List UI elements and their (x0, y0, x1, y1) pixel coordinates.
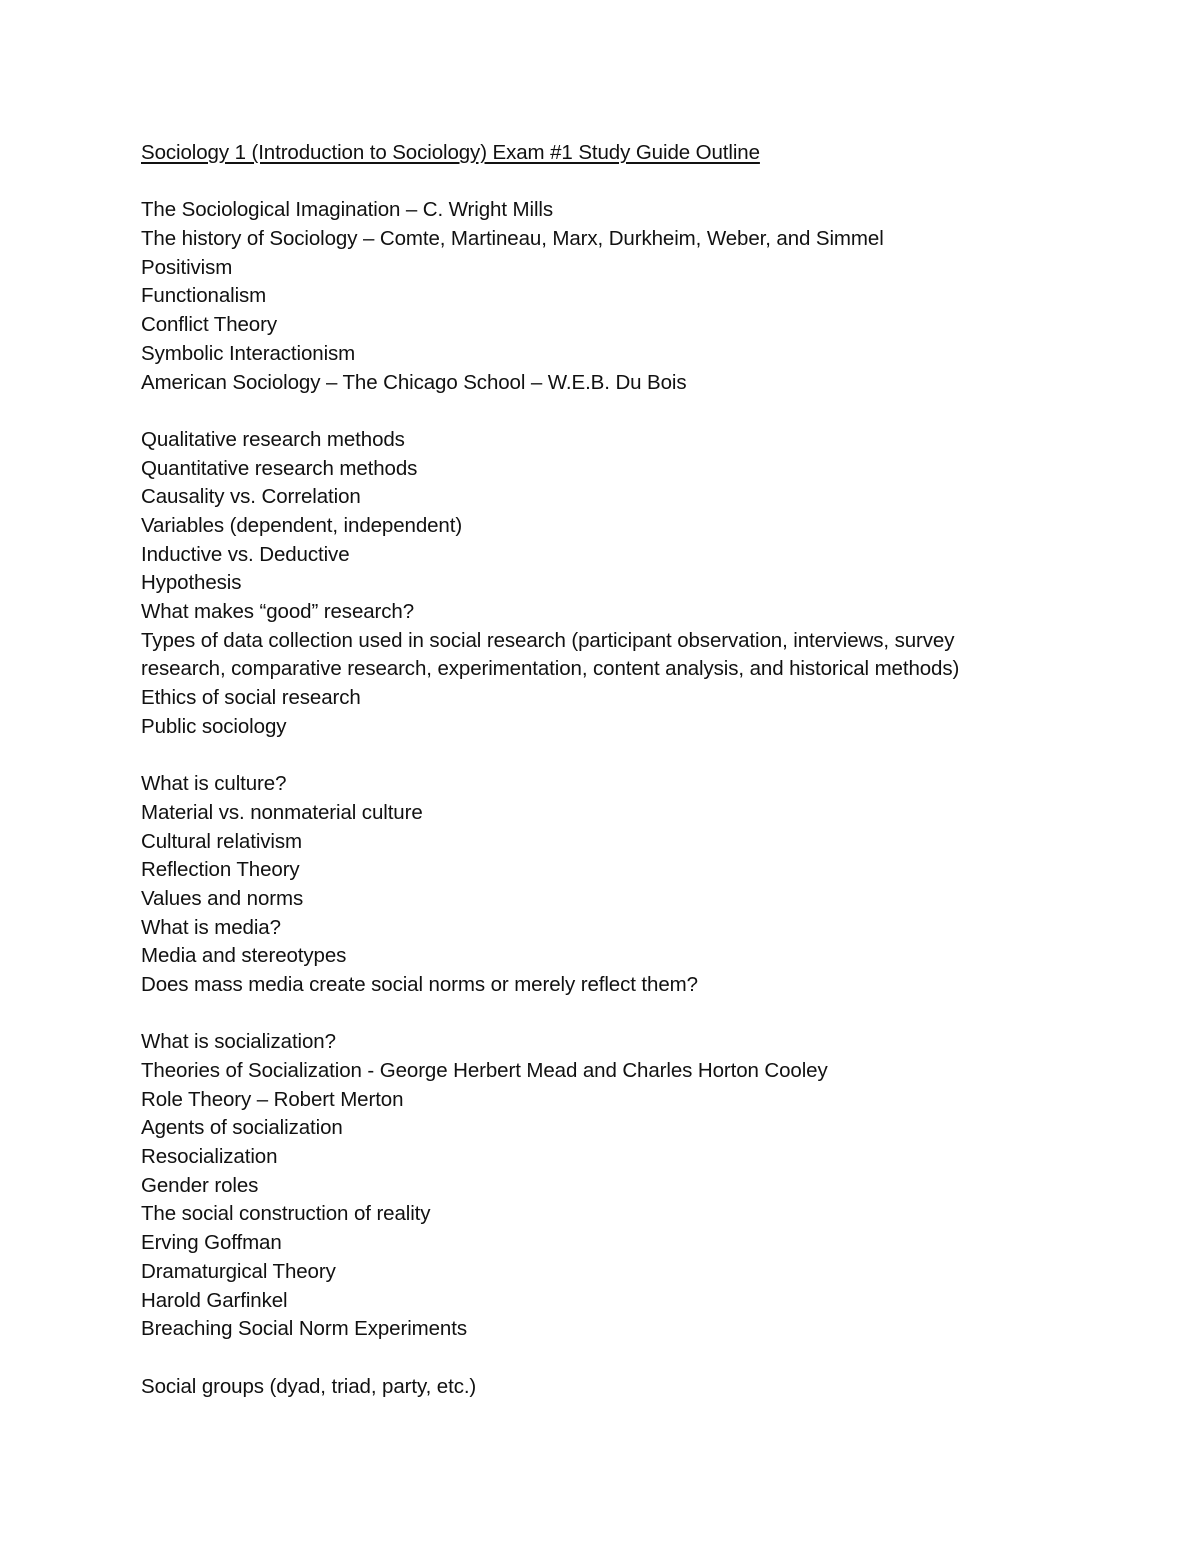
blank-line (141, 168, 1101, 197)
section-social-groups (141, 1373, 1101, 1402)
outline-item: The history of Sociology – Comte, Martineau, Marx, Durkheim, Weber, and Simmel (141, 227, 884, 251)
outline-item: Symbolic Interactionism (141, 341, 356, 365)
outline-item: Functionalism (141, 284, 267, 308)
blank-line (141, 397, 1101, 426)
section-research-methods (141, 426, 1101, 742)
outline-item: Material vs. nonmaterial culture (141, 800, 423, 824)
outline-item: Hypothesis (141, 571, 242, 595)
outline-item: Does mass media create social norms or merely reflect them? (141, 972, 698, 996)
outline-item: Erving Goffman (141, 1231, 282, 1255)
document-page (141, 139, 1101, 1401)
outline-item: Role Theory – Robert Merton (141, 1087, 404, 1111)
outline-item: Theories of Socialization - George Herbert Mead and Charles Horton Cooley (141, 1059, 828, 1082)
outline-item: Media and stereotypes (141, 944, 347, 968)
outline-item: Social groups (dyad, triad, party, etc.) (141, 1374, 477, 1398)
outline-item: Reflection Theory (141, 858, 300, 882)
section-sociology-history (141, 196, 1101, 397)
section-socialization (141, 1028, 1101, 1344)
outline-item: Breaching Social Norm Experiments (141, 1317, 467, 1341)
outline-item: Cultural relativism (141, 829, 302, 853)
section-culture-media (141, 770, 1101, 1000)
outline-item: research, comparative research, experimentation, content analysis, and historical methods) (141, 657, 960, 681)
outline-item: What is culture? (141, 772, 287, 796)
outline-item: Agents of socialization (141, 1116, 343, 1140)
document-title: Sociology 1 (Introduction to Sociology) Exam #1 Study Guide Outline (141, 141, 760, 164)
blank-line (141, 1000, 1101, 1029)
outline-item: Dramaturgical Theory (141, 1259, 336, 1283)
outline-item: What is socialization? (141, 1030, 336, 1054)
outline-item: What is media? (141, 915, 281, 939)
outline-item: Inductive vs. Deductive (141, 542, 350, 566)
outline-item: Conflict Theory (141, 313, 277, 337)
outline-item: Ethics of social research (141, 686, 361, 710)
outline-item: Resocialization (141, 1145, 278, 1169)
outline-item: The social construction of reality (141, 1202, 431, 1226)
outline-item: Types of data collection used in social research (participant observation, interviews, survey (141, 628, 955, 652)
outline-item: American Sociology – The Chicago School – W.E.B. Du Bois (141, 370, 687, 394)
blank-line (141, 741, 1101, 770)
outline-item: Quantitative research methods (141, 456, 418, 480)
outline-item: Harold Garfinkel (141, 1288, 288, 1312)
blank-line (141, 1344, 1101, 1373)
outline-item: Public sociology (141, 714, 287, 738)
outline-item: Qualitative research methods (141, 427, 405, 451)
outline-item: Variables (dependent, independent) (141, 513, 463, 537)
outline-item: Values and norms (141, 886, 304, 910)
outline-item: Gender roles (141, 1173, 259, 1197)
outline-item: Causality vs. Correlation (141, 485, 361, 509)
outline-item: The Sociological Imagination – C. Wright Mills (141, 198, 554, 222)
outline-item: What makes “good” research? (141, 600, 415, 623)
outline-item: Positivism (141, 255, 233, 279)
